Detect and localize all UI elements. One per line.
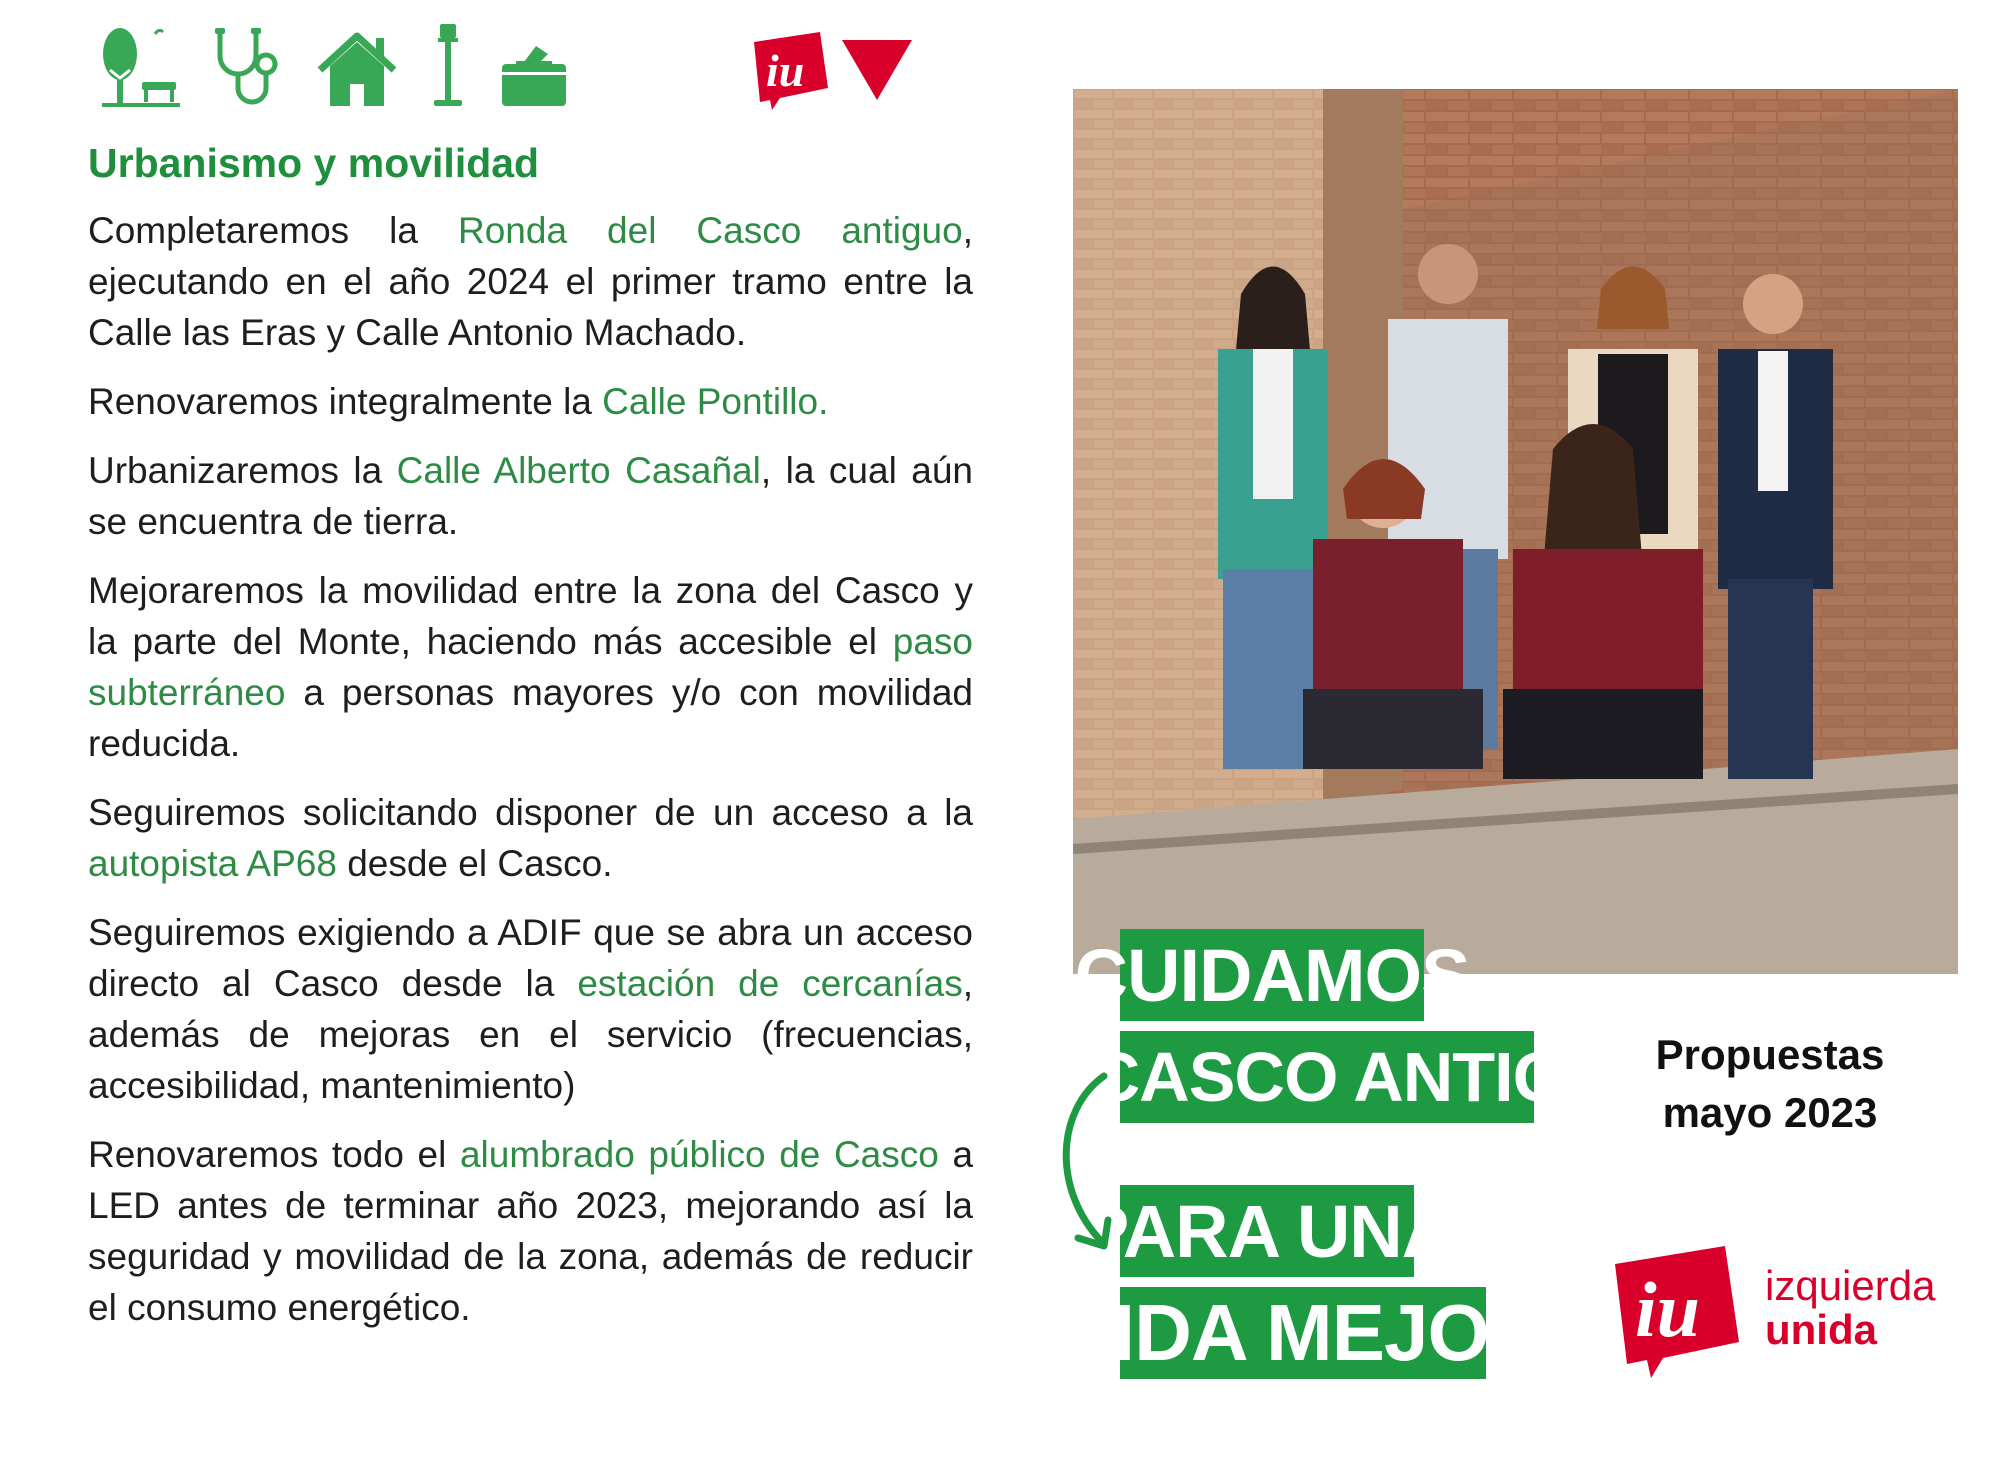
- highlighted-text: alumbrado público de Casco: [459, 1134, 939, 1175]
- svg-text:iu: iu: [766, 45, 805, 96]
- iu-logo-small: [750, 28, 914, 110]
- paragraph-text: Completaremos la: [88, 210, 458, 251]
- stethoscope-icon: [212, 26, 286, 108]
- group-photo: [1073, 89, 1958, 974]
- highlighted-text: autopista AP68: [88, 843, 337, 884]
- paragraph-text: Mejoraremos la movilidad entre la zona del Casco y la parte del Monte, haciendo más accesible el: [88, 570, 973, 662]
- paragraph-3: [88, 445, 973, 547]
- curved-arrow-icon: [1038, 1070, 1118, 1260]
- paragraph-text: , además de mejoras en el servicio (frecuencias, accesibilidad, mantenimiento): [88, 963, 973, 1106]
- highlighted-text: Calle Pontillo.: [602, 381, 829, 422]
- paragraph-7: [88, 1129, 973, 1333]
- party-name-line-2: unida: [1765, 1306, 1877, 1353]
- paragraph-5: [88, 787, 973, 889]
- highlighted-text: Ronda del Casco antiguo: [457, 210, 963, 251]
- iu-logo-mark-large: [1607, 1238, 1747, 1378]
- party-name: [1765, 1264, 1935, 1352]
- proposal-date: [1610, 1026, 1930, 1142]
- streetlight-icon: [428, 22, 468, 108]
- slogan-line-3: PARA UNA: [1120, 1185, 1414, 1277]
- paragraph-text: Urbanizaremos la: [88, 450, 397, 491]
- paragraph-4: [88, 565, 973, 769]
- proposal-line-1: Propuestas: [1655, 1031, 1885, 1078]
- paragraph-text: Renovaremos todo el: [88, 1134, 460, 1175]
- paragraph-1: [88, 205, 973, 358]
- highlighted-text: paso subterráneo: [88, 621, 973, 713]
- ballot-box-icon: [498, 42, 570, 108]
- red-triangle-icon: [840, 36, 914, 102]
- izquierda-unida-logo: [1607, 1238, 1935, 1378]
- paragraph-text: a personas mayores y/o con movilidad reducida.: [88, 672, 973, 764]
- highlighted-text: estación de cercanías: [577, 963, 963, 1004]
- section-title: Urbanismo y movilidad: [88, 140, 540, 186]
- paragraph-text: Renovaremos integralmente la: [88, 381, 603, 422]
- park-icon: [98, 26, 182, 108]
- slogan-line-1: CUIDAMOS: [1120, 929, 1424, 1021]
- paragraph-text: a LED antes de terminar año 2023, mejorando así la seguridad y movilidad de la zona, además de reducir el consumo energético.: [88, 1134, 974, 1328]
- svg-text:iu: iu: [1635, 1266, 1701, 1353]
- house-icon: [316, 32, 398, 108]
- category-icons: [98, 22, 570, 108]
- slogan-line-4: VIDA MEJOR: [1060, 1288, 1546, 1377]
- paragraph-6: [88, 907, 973, 1111]
- paragraph-text: desde el Casco.: [336, 843, 613, 884]
- section-body: [88, 205, 973, 1351]
- party-name-line-1: izquierda: [1765, 1262, 1936, 1309]
- paragraph-text: Seguiremos solicitando disponer de un acceso a la: [88, 792, 973, 833]
- proposal-line-2: mayo 2023: [1662, 1089, 1878, 1136]
- paragraph-text: , ejecutando en el año 2024 el primer tramo entre la Calle las Eras y Calle Antonio Machado.: [88, 210, 973, 353]
- paragraph-text: , la cual aún se encuentra de tierra.: [88, 450, 974, 542]
- highlighted-text: Calle Alberto Casañal: [396, 450, 761, 491]
- paragraph-text: Seguiremos exigiendo a ADIF que se abra un acceso directo al Casco desde la: [88, 912, 973, 1004]
- paragraph-2: [88, 376, 973, 427]
- slogan-line-2: EL CASCO ANTIGUO: [1120, 1031, 1534, 1123]
- iu-logo-mark: [750, 28, 832, 110]
